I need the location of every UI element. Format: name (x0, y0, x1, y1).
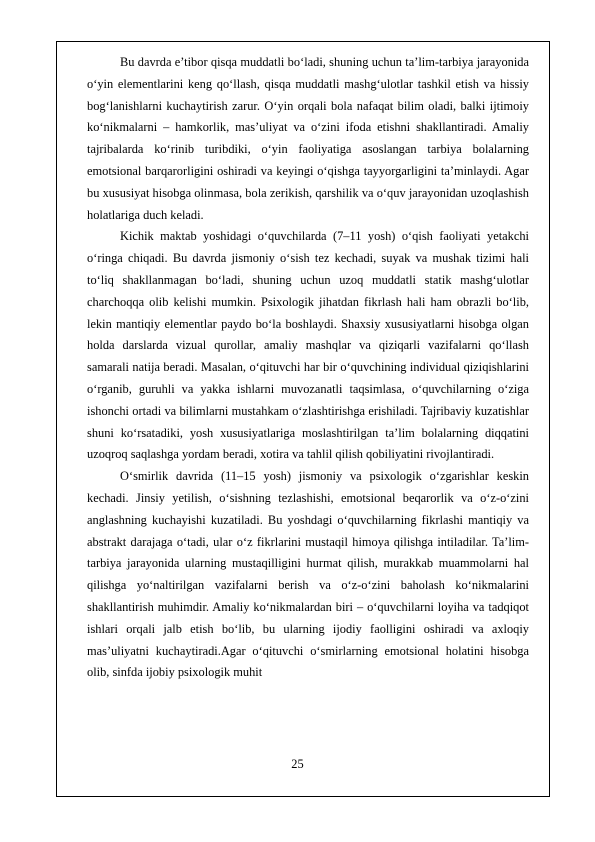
document-body (87, 52, 529, 684)
paragraph-1: Bu davrda e’tibor qisqa muddatli bo‘ladi, shuning uchun ta’lim-tarbiya jarayonida o‘yin elementlarini keng qo‘llash, qisqa muddatli mashg‘ulotlar tashkil etish va hissiy bog‘lanishlarni kuchaytirish zarur. O‘yin orqali bola nafaqat bilim oladi, balki ijtimoiy ko‘nikmalarni – hamkorlik, mas’uliyat va o‘zini ifoda etishni shakllantiradi. Amaliy tajribalarda ko‘rinib turibdiki, o‘yin faoliyatiga asoslangan tarbiya bolalarning emotsional barqarorligini oshiradi va keyingi o‘qishga tayyorgarligini ta’minlaydi. Agar bu xususiyat hisobga olinmasa, bola zerikish, qarshilik va o‘quv jarayonidan uzoqlashish holatlariga duch keladi. (87, 55, 529, 222)
paragraph-3: O‘smirlik davrida (11–15 yosh) jismoniy va psixologik o‘zgarishlar keskin kechadi. Jinsiy yetilish, o‘sishning tezlashishi, emotsional beqarorlik va o‘z-o‘zini anglashning kuchayishi kuzatiladi. Bu yoshdagi o‘quvchilarning fikrlashi mantiqiy va abstrakt darajaga o‘tadi, ular o‘z fikrlarini mustaqil himoya qilishga intiladilar. Ta’lim-tarbiya jarayonida ularning mustaqilligini hurmat qilish, murakkab muammolarni hal qilishga yo‘naltirilgan vazifalarni berish va o‘z-o‘zini baholash ko‘nikmalarini shakllantirish muhimdir. Amaliy ko‘nikmalardan biri – o‘quvchilarni loyiha va tadqiqot ishlari orqali jalb etish bo‘lib, bu ularning ijodiy faolligini oshiradi va axloqiy mas’uliyatni kuchaytiradi.Agar o‘qituvchi o‘smirlarning emotsional holatini hisobga olib, sinfda ijobiy psixologik muhit (87, 469, 529, 680)
paragraph-2: Kichik maktab yoshidagi o‘quvchilarda (7–11 yosh) o‘qish faoliyati yetakchi o‘ringa chiqadi. Bu davrda jismoniy o‘sish tez kechadi, suyak va mushak tizimi hali to‘liq shakllanmagan bo‘ladi, shuning uchun uzoq muddatli statik mashg‘ulotlar charchoqqa olib kelishi mumkin. Psixologik jihatdan fikrlash hali ham obrazli bo‘lib, lekin mantiqiy elementlar paydo bo‘la boshlaydi. Shaxsiy xususiyatlarni hisobga olgan holda darslarda vizual qurollar, amaliy mashqlar va qiziqarli vazifalarni qo‘llash samarali natija beradi. Masalan, o‘qituvchi har bir o‘quvchining individual qiziqishlarini o‘rganib, guruhli va yakka ishlarni muvozanatli taqsimlasa, o‘quvchilarning o‘ziga ishonchi ortadi va bilimlarni mustahkam o‘zlashtirishga erishiladi. Tajribaviy kuzatishlar shuni ko‘rsatadiki, yosh xususiyatlariga moslashtirilgan ta’lim bolalarning diqqatini uzoqroq saqlashga yordam beradi, xotira va tahlil qilish qobiliyatini rivojlantiradi. (87, 229, 529, 462)
page-number: 25 (291, 757, 304, 771)
